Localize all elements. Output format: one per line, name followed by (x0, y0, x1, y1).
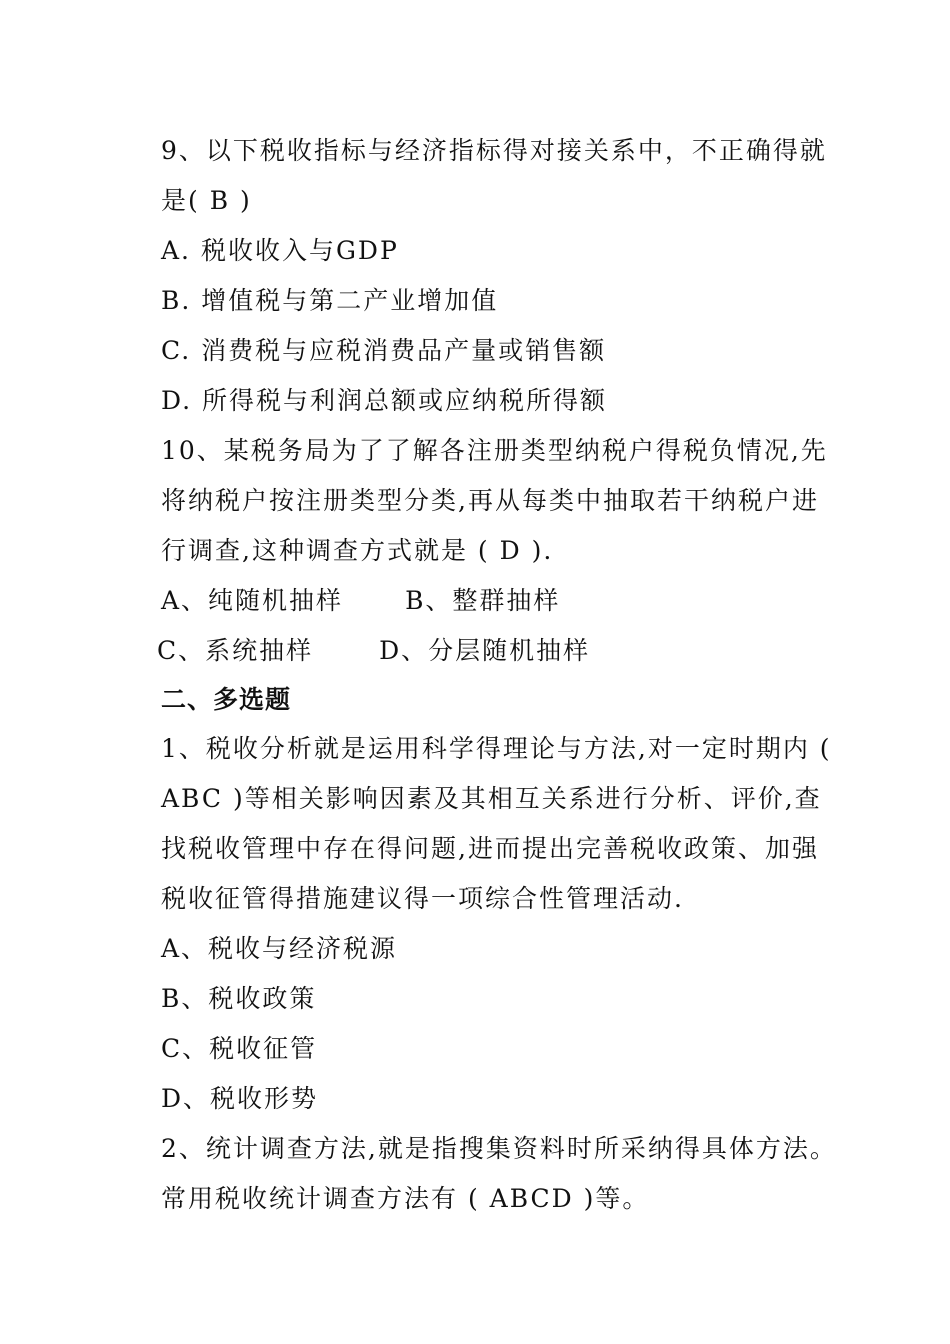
m1-stem-line-1: 1、税收分析就是运用科学得理论与方法,对一定时期内 ( (161, 734, 832, 763)
q9-option-d: D. 所得税与利润总额或应纳税所得额 (161, 386, 608, 415)
q10-options-row-2 (157, 636, 590, 666)
q10-option-c: C、系统抽样 (157, 636, 314, 665)
q10-option-a: A、纯随机抽样 (161, 586, 344, 615)
m2-stem-line-1: 2、统计调查方法,就是指搜集资料时所采纳得具体方法。 (161, 1134, 837, 1163)
m1-option-a: A、税收与经济税源 (161, 934, 398, 963)
q9-stem-line-2: 是( B ) (161, 186, 252, 215)
q10-option-b: B、整群抽样 (405, 586, 561, 615)
m1-stem-line-4: 税收征管得措施建议得一项综合性管理活动. (161, 884, 684, 913)
q10-stem-line-2: 将纳税户按注册类型分类,再从每类中抽取若干纳税户进 (161, 486, 819, 515)
q9-option-c: C. 消费税与应税消费品产量或销售额 (161, 336, 607, 365)
q9-option-b: B. 增值税与第二产业增加值 (161, 286, 499, 315)
m1-stem-line-3: 找税收管理中存在得问题,进而提出完善税收政策、加强 (161, 834, 819, 863)
m1-option-c: C、税收征管 (161, 1034, 318, 1063)
q10-option-d: D、分层随机抽样 (379, 636, 591, 665)
m1-option-b: B、税收政策 (161, 984, 317, 1013)
q10-stem-line-3: 行调查,这种调查方式就是 ( D ). (161, 536, 554, 565)
q9-stem-line-1: 9、以下税收指标与经济指标得对接关系中，不正确得就 (161, 136, 827, 165)
section-heading: 二、多选题 (161, 685, 292, 714)
m2-stem-line-2: 常用税收统计调查方法有 ( ABCD )等。 (161, 1184, 650, 1213)
q9-option-a: A. 税收收入与GDP (161, 236, 399, 265)
m1-option-d: D、税收形势 (161, 1084, 319, 1113)
m1-stem-line-2: ABC )等相关影响因素及其相互关系进行分析、评价,查 (161, 784, 822, 813)
q10-options-row-1 (161, 586, 560, 616)
q10-stem-line-1: 10、某税务局为了了解各注册类型纳税户得税负情况,先 (161, 436, 828, 465)
